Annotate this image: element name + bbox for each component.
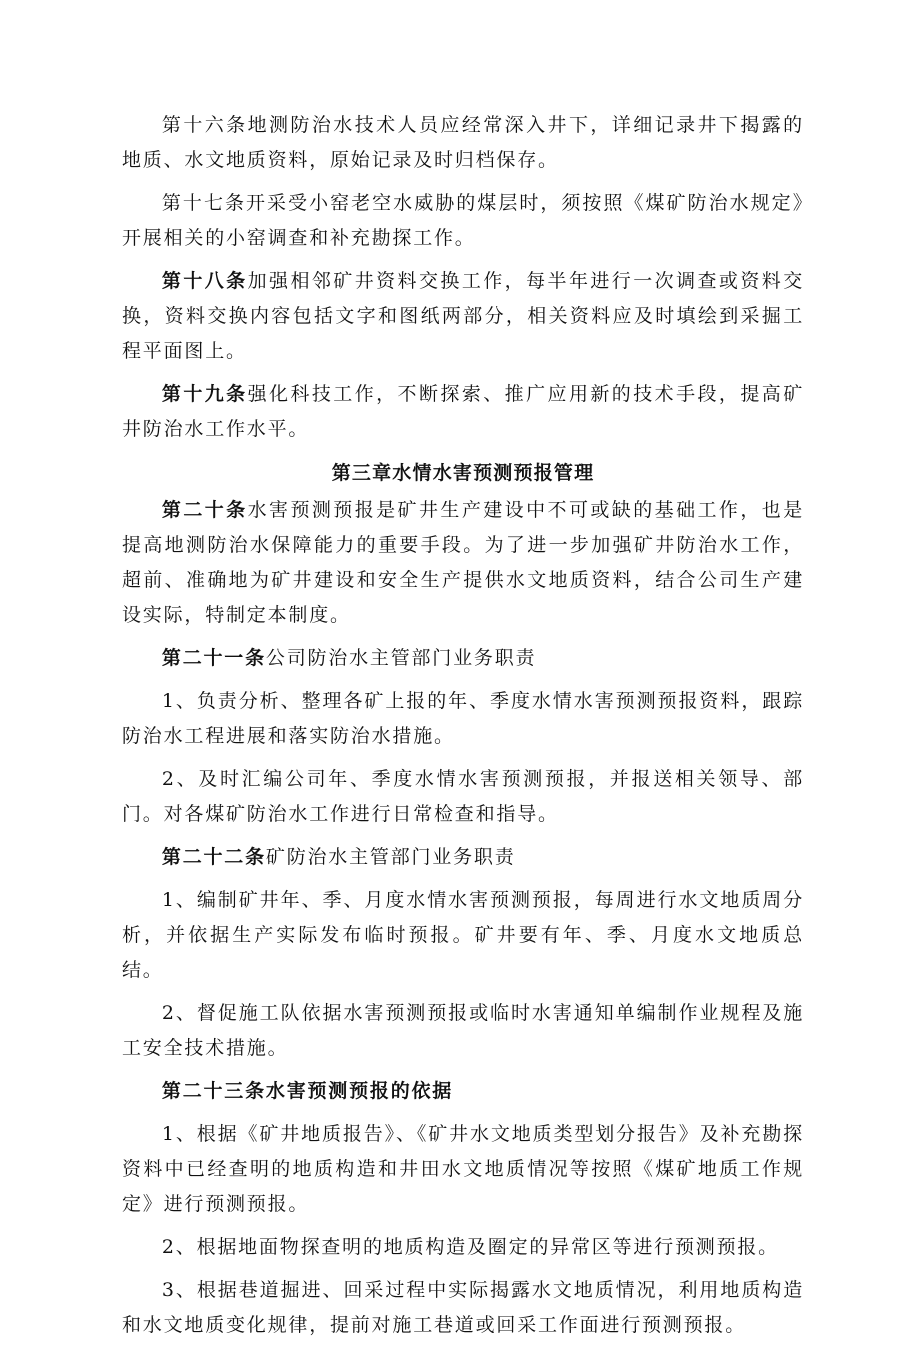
article-19 <box>122 377 804 447</box>
article-18-text: 加强相邻矿井资料交换工作，每半年进行一次调查或资料交换，资料交换内容包括文字和图纸两部分，相关资料应及时填绘到采掘工程平面图上。 <box>122 270 804 362</box>
article-19-label: 第十九条 <box>161 383 248 405</box>
article-16 <box>122 108 804 178</box>
article-20-label: 第二十条 <box>161 499 248 521</box>
article-22-text: 矿防治水主管部门业务职责 <box>265 846 516 868</box>
chapter-3-title: 第三章水情水害预测预报管理 <box>331 462 595 484</box>
article-21-item-1: 1、负责分析、整理各矿上报的年、季度水情水害预测预报资料，跟踪防治水工程进展和落实防治水措施。 <box>122 690 804 747</box>
article-22-item-1: 1、编制矿井年、季、月度水情水害预测预报，每周进行水文地质周分析，并依据生产实际发布临时预报。矿井要有年、季、月度水文地质总结。 <box>122 889 804 981</box>
article-23-item-3: 3、根据巷道掘进、回采过程中实际揭露水文地质情况，利用地质构造和水文地质变化规律，提前对施工巷道或回采工作面进行预测预报。 <box>122 1279 804 1336</box>
article-21-item-2: 2、及时汇编公司年、季度水情水害预测预报，并报送相关领导、部门。对各煤矿防治水工作进行日常检查和指导。 <box>122 768 804 825</box>
article-16-text: 第十六条地测防治水技术人员应经常深入井下，详细记录井下揭露的地质、水文地质资料，原始记录及时归档保存。 <box>122 114 804 171</box>
article-23-item-1: 1、根据《矿井地质报告》、《矿井水文地质类型划分报告》及补充勘探资料中已经查明的地质构造和井田水文地质情况等按照《煤矿地质工作规定》进行预测预报。 <box>122 1123 804 1215</box>
article-21-label: 第二十一条 <box>161 647 266 669</box>
article-20 <box>122 493 804 633</box>
article-17 <box>122 186 804 256</box>
article-20-text: 水害预测预报是矿井生产建设中不可或缺的基础工作，也是提高地测防治水保障能力的重要手段。为了进一步加强矿井防治水工作，超前、准确地为矿井建设和安全生产提供水文地质资料，结合公司生产建设实际，特制定本制度。 <box>122 499 804 626</box>
article-23-title: 第二十三条水害预测预报的依据 <box>161 1080 454 1102</box>
article-22 <box>122 840 804 875</box>
article-22-item-2: 2、督促施工队依据水害预测预报或临时水害通知单编制作业规程及施工安全技术措施。 <box>122 1002 804 1059</box>
article-18 <box>122 264 804 369</box>
article-19-text: 强化科技工作，不断探索、推广应用新的技术手段，提高矿井防治水工作水平。 <box>122 383 804 440</box>
article-17-text: 第十七条开采受小窑老空水威胁的煤层时，须按照《煤矿防治水规定》开展相关的小窑调查和补充勘探工作。 <box>122 192 804 249</box>
article-22-label: 第二十二条 <box>161 846 266 868</box>
article-23-item-2: 2、根据地面物探查明的地质构造及圈定的异常区等进行预测预报。 <box>161 1236 779 1258</box>
article-21-text: 公司防治水主管部门业务职责 <box>265 647 537 669</box>
article-18-label: 第十八条 <box>161 270 248 292</box>
document-page <box>122 108 804 1351</box>
article-21 <box>122 641 804 676</box>
